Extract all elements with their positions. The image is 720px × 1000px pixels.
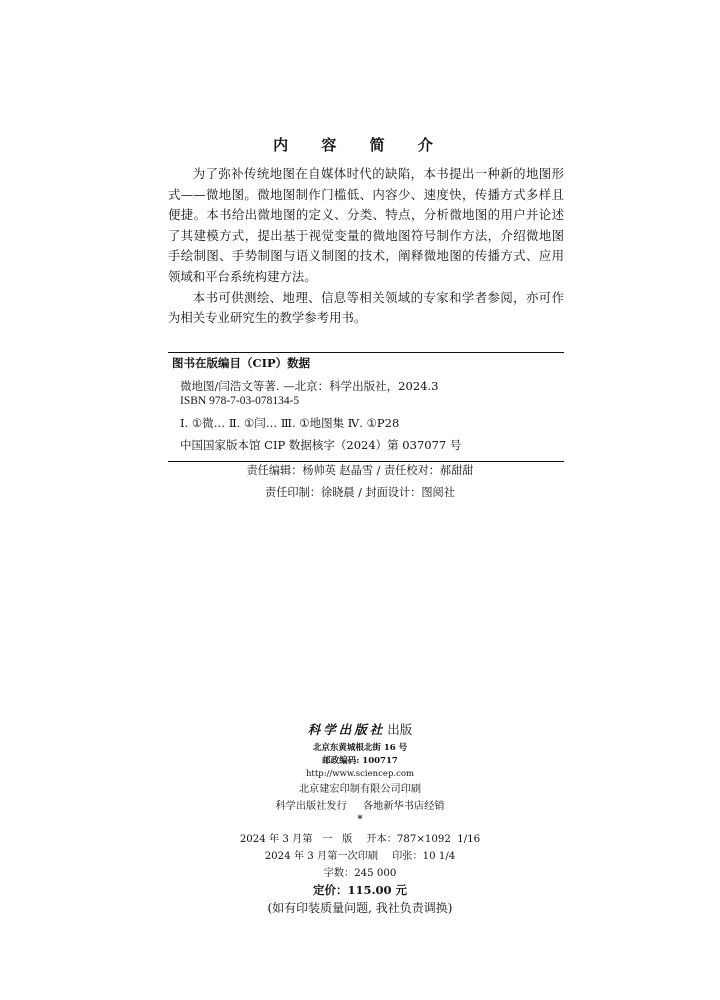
summary-title: 内 容 简 介 [273,136,447,154]
credits-production: 责任印制：徐晓晨 / 封面设计：图阅社 [265,486,455,499]
summary-body [168,164,564,329]
publisher-logo-text: 科学出版社 [307,722,386,737]
sheets-info: 印张：10 1/4 [392,851,456,862]
cip-data-block [168,352,564,453]
printing-line [0,848,720,865]
publisher-postcode: 邮政编码: 100717 [322,756,398,766]
cip-heading: 图书在版编目（CIP）数据 [172,356,311,370]
separator-star: * [357,814,363,825]
publisher-website: http://www.sciencep.com [305,769,415,779]
cip-isbn-line: ISBN 978-7-03-078134-5 [180,395,300,407]
word-count: 字数：245 000 [323,868,397,879]
summary-paragraph-2: 本书可供测绘、地理、信息等相关领域的专家和学者参阅，亦可作为相关专业研究生的教学参考用书。 [168,289,564,326]
cip-record-line: 中国国家版本馆 CIP 数据核字（2024）第 037077 号 [180,438,462,452]
printing-info: 2024 年 3 月第一次印刷 [264,851,379,862]
publisher-line [0,720,720,740]
edition-line [0,831,720,848]
publisher-address: 北京东黄城根北街 16 号 [312,743,408,753]
distribution-line: 科学出版社发行 各地新华书店经销 [275,801,445,812]
credits-editors: 责任编辑：杨帅英 赵晶雪 / 责任校对：郝甜甜 [246,464,474,477]
cip-classification-line: Ⅰ. ①微… Ⅱ. ①闫… Ⅲ. ①地图集 Ⅳ. ①P28 [180,416,400,430]
publisher-suffix: 出版 [387,722,413,737]
cip-top-rule [168,352,564,353]
price: 定价：115.00 元 [312,883,407,897]
cip-title-line: 微地图/闫浩文等著. —北京：科学出版社，2024.3 [180,379,439,393]
summary-paragraph-1: 为了弥补传统地图在自媒体时代的缺陷，本书提出一种新的地图形式——微地图。微地图制作门槛低、内容少、速度快，传播方式多样且便捷。本书给出微地图的定义、分类、特点，分析微地图的用户并论述了其建模方式，提出基于视觉变量的微地图符号制作方法，介绍微地图手绘制图、手势制图与语义制图的技术，阐释微地图的传播方式、应用领域和平台系统构建方法。 [168,166,564,284]
quality-note: (如有印装质量问题, 我社负责调换) [267,901,453,915]
printer-line: 北京建宏印制有限公司印刷 [298,784,422,795]
edition-info: 2024 年 3 月第 一 版 [239,834,353,845]
format-info: 开本：787×1092 1/16 [366,834,481,845]
colophon [0,720,720,917]
